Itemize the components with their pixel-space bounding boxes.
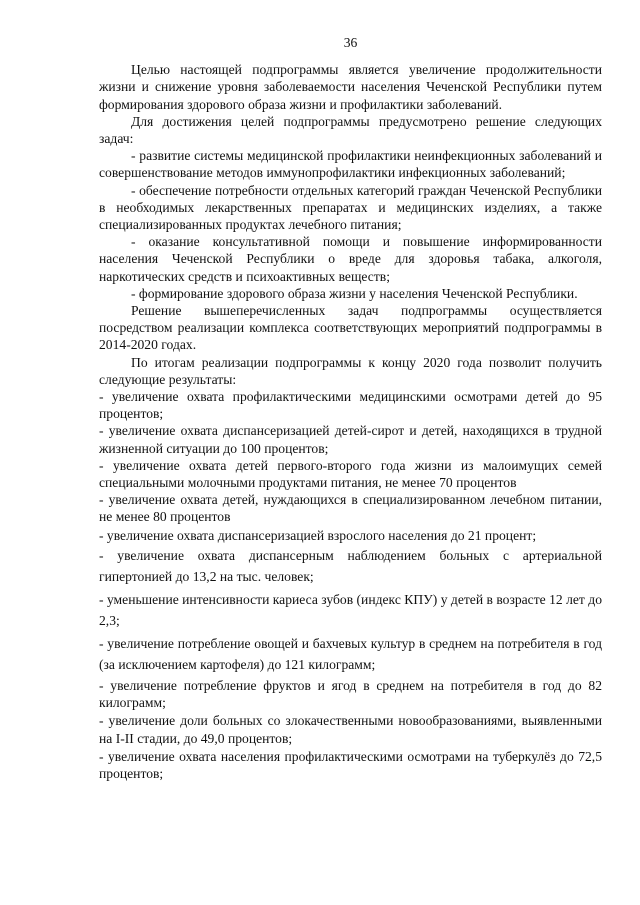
- task-item: - развитие системы медицинской профилактики неинфекционных заболеваний и совершенствование методов иммунопрофилактики инфекционных заболеваний;: [99, 148, 602, 181]
- result-item: - увеличение охвата диспансерным наблюдением больных с артериальной гипертонией до 13,2 на тыс. человек;: [99, 547, 602, 585]
- task-item: - оказание консультативной помощи и повышение информированности населения Чеченской Республики о вреде для здоровья табака, алкоголя, наркотических средств и психоактивных веществ;: [99, 234, 602, 284]
- result-item: - увеличение охвата детей, нуждающихся в специализированном лечебном питании, не менее 80 процентов: [99, 492, 602, 525]
- paragraph-results-intro: По итогам реализации подпрограммы к концу 2020 года позволит получить следующие результаты:: [99, 354, 602, 387]
- task-item: - обеспечение потребности отдельных категорий граждан Чеченской Республики в необходимых лекарственных препаратах и медицинских изделиях, а также специализированных продуктах лечебного питания;: [99, 182, 602, 233]
- paragraph-tasks-intro: Для достижения целей подпрограммы предусмотрено решение следующих задач:: [99, 113, 602, 147]
- result-item: - уменьшение интенсивности кариеса зубов (индекс КПУ) у детей в возрасте 12 лет до 2,3;: [99, 591, 602, 629]
- page-number: 36: [343, 35, 358, 50]
- result-item: - увеличение охвата профилактическими медицинскими осмотрами детей до 95 процентов;: [99, 389, 602, 422]
- paragraph-implementation: Решение вышеперечисленных задач подпрограммы осуществляется посредством реализации комплекса соответствующих мероприятий подпрограммы в 2014-2020 годах.: [99, 303, 602, 353]
- result-item: - увеличение доли больных со злокачественными новообразованиями, выявленными на I-II стадии, до 49,0 процентов;: [99, 713, 602, 746]
- result-item: - увеличение охвата детей первого-второго года жизни из малоимущих семей специальными молочными продуктами питания, не менее 70 процентов: [99, 457, 602, 491]
- paragraph-goal: Целью настоящей подпрограммы является увеличение продолжительности жизни и снижение уровня заболеваемости населения Чеченской Республики путем формирования здорового образа жизни и профилактики заболеваний.: [99, 62, 602, 112]
- result-item: - увеличение охвата населения профилактическими осмотрами на туберкулёз до 72,5 процентов;: [99, 748, 602, 781]
- task-item: - формирование здорового образа жизни у населения Чеченской Республики.: [131, 285, 578, 301]
- result-item: - увеличение охвата диспансеризацией детей-сирот и детей, находящихся в трудной жизненной ситуации до 100 процентов;: [99, 423, 602, 456]
- result-item: - увеличение потребление фруктов и ягод в среднем на потребителя в год до 82 килограмм;: [99, 677, 602, 711]
- result-item: - увеличение охвата диспансеризацией взрослого населения до 21 процент;: [99, 527, 537, 543]
- result-item: - увеличение потребление овощей и бахчевых культур в среднем на потребителя в год (за исключением картофеля) до 121 килограмм;: [99, 635, 602, 673]
